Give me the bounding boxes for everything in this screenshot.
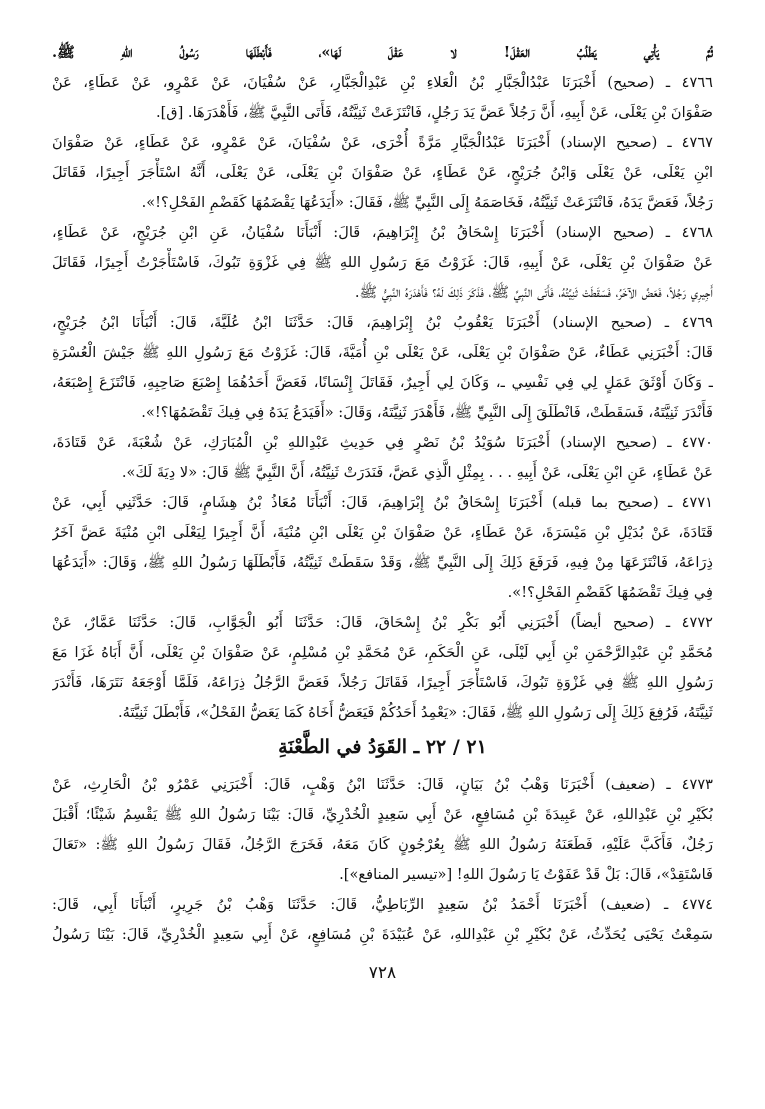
- text-line: قَالَ: أَخْبَرَنِي عَطَاءٌ، عَنْ صَفْوَانَ بْنِ يَعْلَى، عَنْ يَعْلَى بْنِ أُمَيَّةَ، قَالَ: غَزَوْتُ مَعَ رَسُولِ اللهِ ﷺ جَيْشَ الْعُسْرَةِ: [52, 344, 713, 361]
- text-line: فَاسْتَقِدْ»، قَالَ: بَلْ قَدْ عَفَوْتُ يَا رَسُولَ اللهِ! [«تيسير المنافع»].: [339, 866, 713, 883]
- page-body: [52, 38, 713, 950]
- text-line: ٤٧٧٣ ـ (ضعيف) أَخْبَرَنَا وَهْبُ بْنُ بَيَانٍ، قَالَ: حَدَّثَنَا ابْنُ وَهْبٍ، قَالَ: أَخْبَرَنِي عَمْرُو بْنُ الْحَارِثِ، عَنْ: [52, 776, 713, 793]
- text-line: أَجِيرِي رَجُلاً، فَعَضَّ الآخَرُ، فَسَقَطَتْ ثَنِيَّتُهُ، فَأَتَى النَّبِيَّ ﷺ، فَذَكَرَ ذَلِكَ لَهُ؟ فَأَهْدَرَهُ النَّبِيُّ ﷺ.: [354, 284, 713, 301]
- text-line: سَمِعْتُ يَحْيَى يُحَدِّثُ، عَنْ بُكَيْرِ بْنِ عَبْدِاللهِ، عَنْ عُبَيْدَةَ بْنِ مُسَافِعٍ، عَنْ أَبِي سَعِيدٍ الْخُدْرِيِّ، قَالَ: بَيْنَا رَسُولُ: [52, 926, 713, 943]
- text-line: رَجُلاً، فَعَضَّ يَدَهُ، فَانْتَزَعَتْ ثَنِيَّتُهُ، فَخَاصَمَهُ إِلَى النَّبِيِّ ﷺ، فَقَالَ: «أَيَدَعُهَا يَقْضَمُهَا كَقَضْمِ الفَحْلِ؟!».: [141, 194, 713, 211]
- text-line: ٤٧٦٩ ـ (صحيح الإسناد) أَخْبَرَنَا يَعْقُوبُ بْنُ إِبْرَاهِيمَ، قَالَ: حَدَّثَنَا ابْنُ عُلَيَّةَ، قَالَ: أَنْبَأَنَا ابْنُ جُرَيْجٍ،: [52, 314, 713, 331]
- text-line: صَفْوَانَ بْنِ يَعْلَى، عَنْ أَبِيهِ، أَنَّ رَجُلاً عَضَّ يَدَ رَجُلٍ، فَانْتَزَعَتْ ثَنِيَّتُهُ، فَأَتَى النَّبِيَّ ﷺ، فَأَهْدَرَهَا. [ق].: [155, 104, 713, 121]
- text-line: ثَنِيَّتَهُ، فَرُفِعَ ذَلِكَ إِلَى رَسُولِ اللهِ ﷺ، فَقَالَ: «يَعْمِدُ أَحَدُكُمْ فَيَعَضُّ أَخَاهُ كَمَا يَعَضُّ الفَحْلُ»، فَأَبْطَلَ ثَنِيَّتَهُ.: [118, 704, 713, 721]
- text-line: ذِرَاعَهُ، فَانْتَزَعَهَا مِنْ فِيهِ، فَرَفَعَ ذَلِكَ إِلَى النَّبِيِّ ﷺ، وَقَدْ سَقَطَتْ ثَنِيَّتُهُ، فَأَبْطَلَهَا رَسُولُ اللهِ ﷺ، وَقَالَ: «أَيَدَعُهَا: [52, 554, 713, 571]
- text-line: ابْنِ يَعْلَى، عَنْ يَعْلَى وَابْنُ جُرَيْجٍ، عَنْ عَطَاءٍ، عَنْ صَفْوَانَ بْنِ يَعْلَى، عَنْ يَعْلَى، أَنَّهُ اسْتَأْجَرَ أَجِيرًا، فَقَاتَلَ: [52, 164, 713, 181]
- text-line: رَجُلٌ، فَأَكَبَّ عَلَيْهِ، فَطَعَنَهُ رَسُولُ اللهِ ﷺ بِعُرْجُونٍ كَانَ مَعَهُ، فَخَرَجَ الرَّجُلُ، فَقَالَ رَسُولُ اللهِ ﷺ: «تَعَالَ: [52, 836, 713, 853]
- text-line: فِي فِيكَ تَقْضَمُهَا كَقَضْمِ الفَحْلِ؟!».: [507, 584, 713, 601]
- text-line: ٤٧٧٠ ـ (صحيح الإسناد) أَخْبَرَنَا سُوَيْدُ بْنُ نَصْرٍ فِي حَدِيثِ عَبْدِاللهِ بْنِ الْمُبَارَكِ، عَنْ شُعْبَةَ، عَنْ قَتَادَةَ،: [52, 434, 713, 451]
- text-line: عَنْ صَفْوَانَ بْنِ يَعْلَى، عَنْ أَبِيهِ، قَالَ: غَزَوْتُ مَعَ رَسُولِ اللهِ ﷺ فِي غَزْوَةِ تَبُوكَ، فَاسْتَأْجَرْتُ أَجِيرًا، فَقَاتَلَ: [52, 254, 713, 271]
- text-line: عَنْ عَطَاءٍ، عَنِ ابْنِ يَعْلَى، عَنْ أَبِيهِ . . . بِمِثْلِ الَّذِي عَضَّ، فَنَدَرَتْ ثَنِيَّتُهُ، أَنَّ النَّبِيَّ ﷺ قَالَ: «لا دِيَةَ لَكَ».: [121, 464, 713, 481]
- text-line: ٤٧٧١ ـ (صحيح بما قبله) أَخْبَرَنَا إِسْحَاقُ بْنُ إِبْرَاهِيمَ، قَالَ: أَنْبَأَنَا مُعَاذُ بْنُ هِشَامٍ، قَالَ: حَدَّثَنِي أَبِي، عَنْ: [52, 494, 713, 511]
- text-line: ٤٧٦٧ ـ (صحيح الإسناد) أَخْبَرَنَا عَبْدُالْجَبَّارِ مَرَّةً أُخْرَى، عَنْ سُفْيَانَ، عَنْ عَمْرٍو، عَنْ عَطَاءٍ، عَنْ صَفْوَانَ: [52, 134, 713, 151]
- text-line: بُكَيْرِ بْنِ عَبْدِاللهِ، عَنْ عَبِيدَةَ بْنِ مُسَافِعٍ، عَنْ أَبِي سَعِيدٍ الْخُدْرِيِّ، قَالَ: بَيْنَا رَسُولُ اللهِ ﷺ يَقْسِمُ شَيْئًا؛ أَقْبَلَ: [52, 806, 713, 823]
- text-line: ٤٧٦٨ ـ (صحيح الإسناد) أَخْبَرَنَا إِسْحَاقُ بْنُ إِبْرَاهِيمَ، قَالَ: أَنْبَأَنَا سُفْيَانُ، عَنِ ابْنِ جُرَيْجٍ، عَنْ عَطَاءٍ،: [52, 224, 713, 241]
- text-line: ٤٧٦٦ ـ (صحيح) أَخْبَرَنَا عَبْدُالْجَبَّارِ بْنُ الْعَلاءِ بْنِ عَبْدِالْجَبَّارِ، عَنْ سُفْيَانَ، عَنْ عَمْرٍو، عَنْ عَطَاءٍ، عَنْ: [52, 74, 713, 91]
- text-line: ٤٧٧٢ ـ (صحيح أيضاً) أَخْبَرَنِي أَبُو بَكْرِ بْنُ إِسْحَاقَ، قَالَ: حَدَّثَنَا أَبُو الْجَوَّابِ، قَالَ: حَدَّثَنَا عَمَّارٌ، عَنْ: [52, 614, 713, 631]
- section-heading: ٢١ / ٢٢ ـ القَوَدُ في الطَّعْنَةِ: [278, 736, 487, 758]
- text-line: فَأَنْدَرَ ثَنِيَّتَهُ، فَسَقَطَتْ، فَانْطَلَقَ إِلَى النَّبِيِّ ﷺ، فَأَهْدَرَ ثَنِيَّتَهُ، وَقَالَ: «أَفَيَدَعُ يَدَهُ فِي فِيكَ تَقْضَمُهَا؟!».: [141, 404, 713, 421]
- text-line: ٤٧٧٤ ـ (ضعيف) أَخْبَرَنَا أَحْمَدُ بْنُ سَعِيدٍ الرِّبَاطِيُّ، قَالَ: حَدَّثَنَا وَهْبُ بْنُ جَرِيرٍ، أَنْبَأَنَا أَبِي، قَالَ:: [52, 896, 713, 913]
- text-line: ـ وَكَانَ أَوْثَقَ عَمَلٍ لِي فِي نَفْسِي ـ، وَكَانَ لِي أَجِيرٌ، فَقَاتَلَ إِنْسَانًا، فَعَضَّ أَحَدُهُمَا إِصْبَعَ صَاحِبِهِ، فَانْتَزَعَ إِصْبَعَهُ،: [52, 374, 713, 391]
- text-line: رَسُولِ اللهِ ﷺ فِي غَزْوَةِ تَبُوكَ، فَاسْتَأْجَرَ أَجِيرًا، فَقَاتَلَ رَجُلاً، فَعَضَّ الرَّجُلُ ذِرَاعَهُ، فَلَمَّا أَوْجَعَهُ نَتَرَهَا، فَأَنْدَرَ: [52, 674, 713, 691]
- text-line: ثُمَّ يَأْتِي يَطْلُبُ العَقْلَ! لا عَقْلَ لَهَا»، فَأَبْطَلَهَا رَسُولُ اللهِ ﷺ.: [52, 44, 713, 61]
- page-number: ٧٢٨: [368, 963, 397, 983]
- text-line: قَتَادَةَ، عَنْ بُدَيْلِ بْنِ مَيْسَرَةَ، عَنْ عَطَاءٍ، عَنْ صَفْوَانَ بْنِ يَعْلَى ابْنِ مُنْيَةَ، أَنَّ أَجِيرًا لِيَعْلَى ابْنِ مُنْيَةَ عَضَّ آخَرُ: [52, 524, 713, 541]
- text-line: مُحَمَّدِ بْنِ عَبْدِالرَّحْمَنِ بْنِ أَبِي لَيْلَى، عَنِ الْحَكَمِ، عَنْ مُحَمَّدِ بْنِ مُسْلِمٍ، عَنْ صَفْوَانَ بْنِ يَعْلَى، أَنَّ أَبَاهُ غَزَا مَعَ: [52, 644, 713, 661]
